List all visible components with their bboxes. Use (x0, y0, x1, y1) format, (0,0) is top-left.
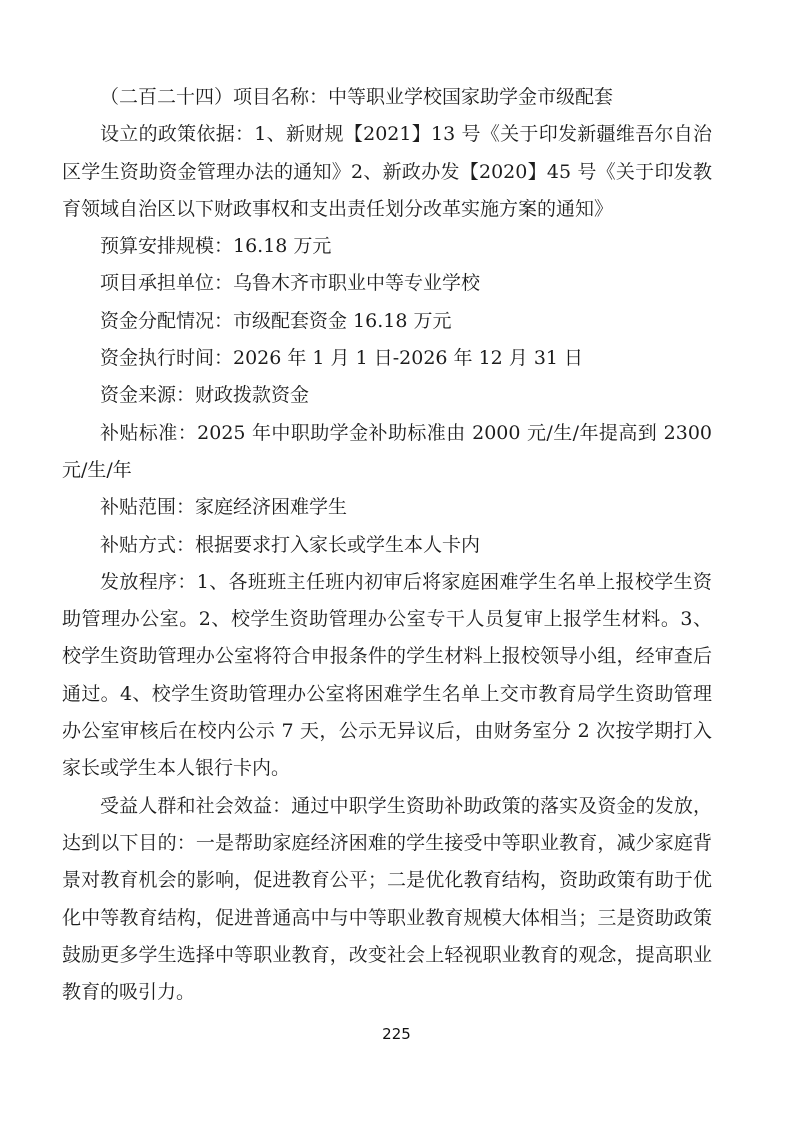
paragraph-fund-allocation: 资金分配情况：市级配套资金 16.18 万元 (100, 309, 452, 332)
paragraph-disbursement-procedure: 发放程序：1、各班班主任班内初审后将家庭困难学生名单上报校学生资助管理办公室。2、校学生资助管理办公室专干人员复审上报学生材料。3、校学生资助管理办公室将符合申报条件的学生材料上报校领导小组，经审查后通过。4、校学生资助管理办公室将困难学生名单上交市教育局学生资助管理办公室审核后在校内公示 7 天，公示无异议后，由财务室分 2 次按学期打入家长或学生本人银行卡内。 (62, 570, 712, 780)
paragraph-budget-scale: 预算安排规模：16.18 万元 (100, 235, 332, 258)
paragraph-subsidy-method: 补贴方式：根据要求打入家长或学生本人卡内 (100, 533, 481, 556)
paragraph-execution-period: 资金执行时间：2026 年 1 月 1 日-2026 年 12 月 31 日 (100, 347, 584, 370)
paragraph-fund-source: 资金来源：财政拨款资金 (100, 384, 310, 407)
project-title: （二百二十四）项目名称：中等职业学校国家助学金市级配套 (100, 86, 614, 108)
page-number: 225 (382, 1025, 411, 1043)
paragraph-beneficiaries-and-benefits: 受益人群和社会效益：通过中职学生资助补助政策的落实及资金的发放，达到以下目的：一是帮助家庭经济困难的学生接受中等职业教育，减少家庭背景对教育机会的影响，促进教育公平；二是优化教育结构，资助政策有助于优化中等教育结构，促进普通高中与中等职业教育规模大体相当；三是资助政策鼓励更多学生选择中等职业教育，改变社会上轻视职业教育的观念，提高职业教育的吸引力。 (62, 794, 712, 1004)
paragraph-subsidy-scope: 补贴范围：家庭经济困难学生 (100, 496, 348, 519)
document-content (62, 79, 712, 1011)
paragraph-subsidy-standard: 补贴标准：2025 年中职助学金补助标准由 2000 元/生/年提高到 2300 元/生/年 (62, 421, 712, 481)
paragraph-undertaking-unit: 项目承担单位：乌鲁木齐市职业中等专业学校 (100, 272, 481, 295)
paragraph-policy-basis: 设立的政策依据：1、新财规【2021】13 号《关于印发新疆维吾尔自治区学生资助资金管理办法的通知》2、新政办发【2020】45 号《关于印发教育领域自治区以下财政事权和支出责任划分改革实施方案的通知》 (62, 123, 712, 220)
